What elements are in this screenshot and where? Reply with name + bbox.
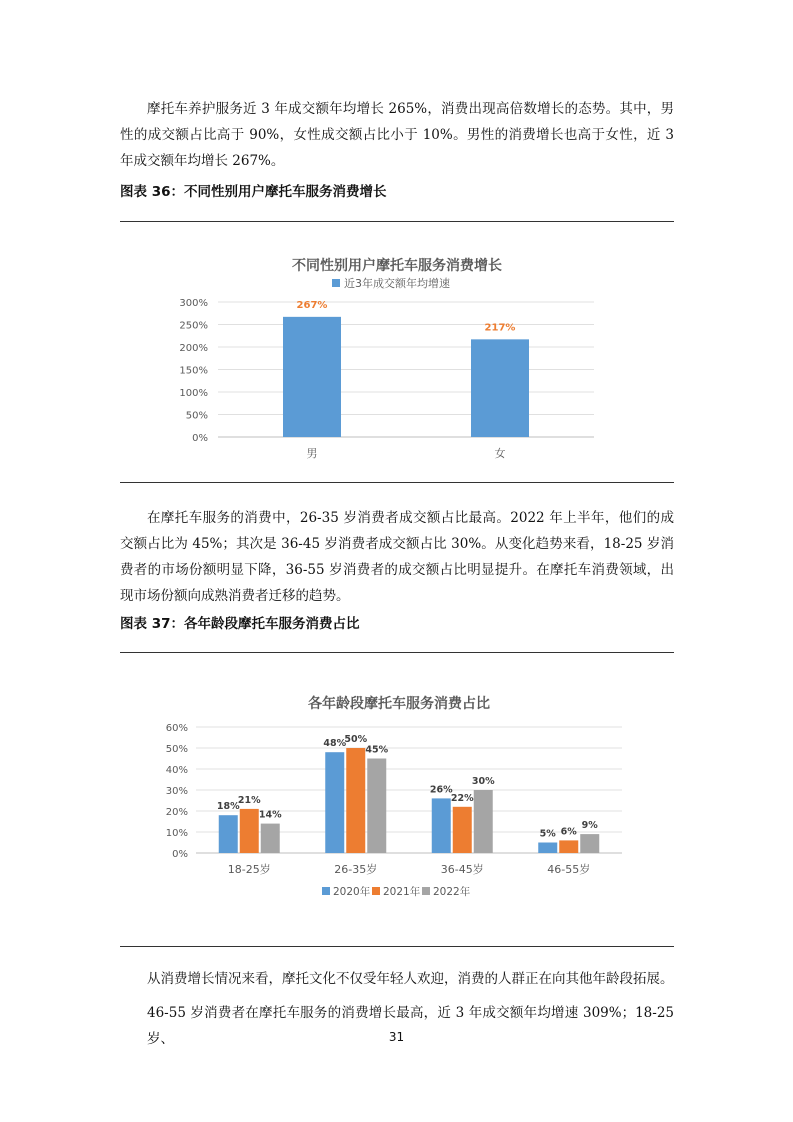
x-tick-label: 女 [494,447,506,460]
legend-label: 近3年成交额年均增速 [344,277,450,290]
bar-18-25岁-2022年 [261,824,280,853]
legend-label: 2020年 [333,886,371,898]
bar-female [471,339,529,437]
y-tick-label: 0% [192,433,208,444]
data-label: 6% [560,826,577,838]
legend-swatch-0 [332,279,340,287]
figure-37-bottom-rule [120,946,674,947]
legend-label: 2022年 [433,886,471,898]
data-label: 26% [429,784,453,796]
y-tick-label: 250% [179,320,208,332]
bar-26-35岁-2022年 [367,759,386,854]
y-tick-label: 0% [172,849,188,860]
y-tick-label: 50% [165,744,188,755]
y-tick-label: 200% [179,343,208,354]
data-label: 18% [216,801,240,813]
y-tick-label: 150% [179,365,208,377]
y-tick-label: 100% [179,388,208,399]
y-tick-label: 30% [165,786,188,797]
y-tick-label: 20% [165,807,188,818]
bar-18-25岁-2020年 [219,815,238,853]
chart-title: 各年龄段摩托车服务消费占比 [308,696,490,712]
x-tick-label: 36-45岁 [440,863,484,876]
x-tick-label: 男 [306,447,318,460]
data-label: 14% [258,809,282,821]
bar-36-45岁-2022年 [474,790,493,853]
chart-age-share [120,680,674,915]
x-tick-label: 18-25岁 [227,863,271,876]
data-label: 21% [237,794,261,806]
data-label: 50% [344,734,368,745]
paragraph-2: 在摩托车服务的消费中，26-35 岁消费者成交额占比最高。2022 年上半年，他们的成交额占比为 45%；其次是 36-45 岁消费者成交额占比 30%。从变化趋势来看，18-25 岁消费者的市场份额明显下降，36-55 岁消费者的成交额占比明显提升。在摩托车消费领域，出现市场份额向成熟消费者迁移的趋势。 [120,510,674,604]
bar-36-45岁-2021年 [453,807,472,853]
data-label: 267% [296,299,328,311]
legend-swatch-2 [422,887,430,895]
bar-18-25岁-2021年 [240,809,259,853]
y-tick-label: 60% [165,723,188,734]
bar-26-35岁-2021年 [346,748,365,853]
figure-36-caption: 图表 36：不同性别用户摩托车服务消费增长 [120,184,387,200]
chart-gender-growth [120,245,674,470]
figure-37-top-rule [120,652,674,653]
legend-swatch-1 [372,887,380,895]
paragraph-4: 46-55 岁消费者在摩托车服务的消费增长最高，近 3 年成交额年均增速 309%；18-25 岁、 [147,1005,674,1047]
y-tick-label: 300% [179,298,208,309]
chart-title: 不同性别用户摩托车服务消费增长 [292,258,502,274]
page-number: 31 [388,1030,405,1044]
bar-26-35岁-2020年 [325,752,344,853]
figure-36-top-rule [120,221,674,222]
data-label: 5% [539,828,556,840]
bar-46-55岁-2020年 [538,843,557,854]
legend-label: 2021年 [383,886,421,898]
legend-swatch-0 [322,887,330,895]
x-tick-label: 26-35岁 [334,863,378,876]
x-tick-label: 46-55岁 [547,863,591,876]
data-label: 48% [323,738,347,750]
paragraph-3: 从消费增长情况来看，摩托文化不仅受年轻人欢迎，消费的人群正在向其他年龄段拓展。 [147,971,674,987]
data-label: 30% [471,776,495,787]
y-tick-label: 40% [165,765,188,776]
y-tick-label: 50% [185,410,208,422]
data-label: 22% [450,792,474,804]
bar-46-55岁-2022年 [580,834,599,853]
bar-46-55岁-2021年 [559,840,578,853]
bar-male [283,317,341,437]
data-label: 217% [484,322,516,334]
data-label: 9% [581,820,598,832]
bar-36-45岁-2020年 [432,798,451,853]
figure-37-caption: 图表 37：各年龄段摩托车服务消费占比 [120,616,360,632]
paragraph-1: 摩托车养护服务近 3 年成交额年均增长 265%，消费出现高倍数增长的态势。其中，男性的成交额占比高于 90%，女性成交额占比小于 10%。男性的消费增长也高于女性，近 3 年成交额年均增长 267%。 [120,101,674,169]
figure-36-bottom-rule [120,482,674,483]
y-tick-label: 10% [165,828,188,839]
data-label: 45% [365,744,389,756]
